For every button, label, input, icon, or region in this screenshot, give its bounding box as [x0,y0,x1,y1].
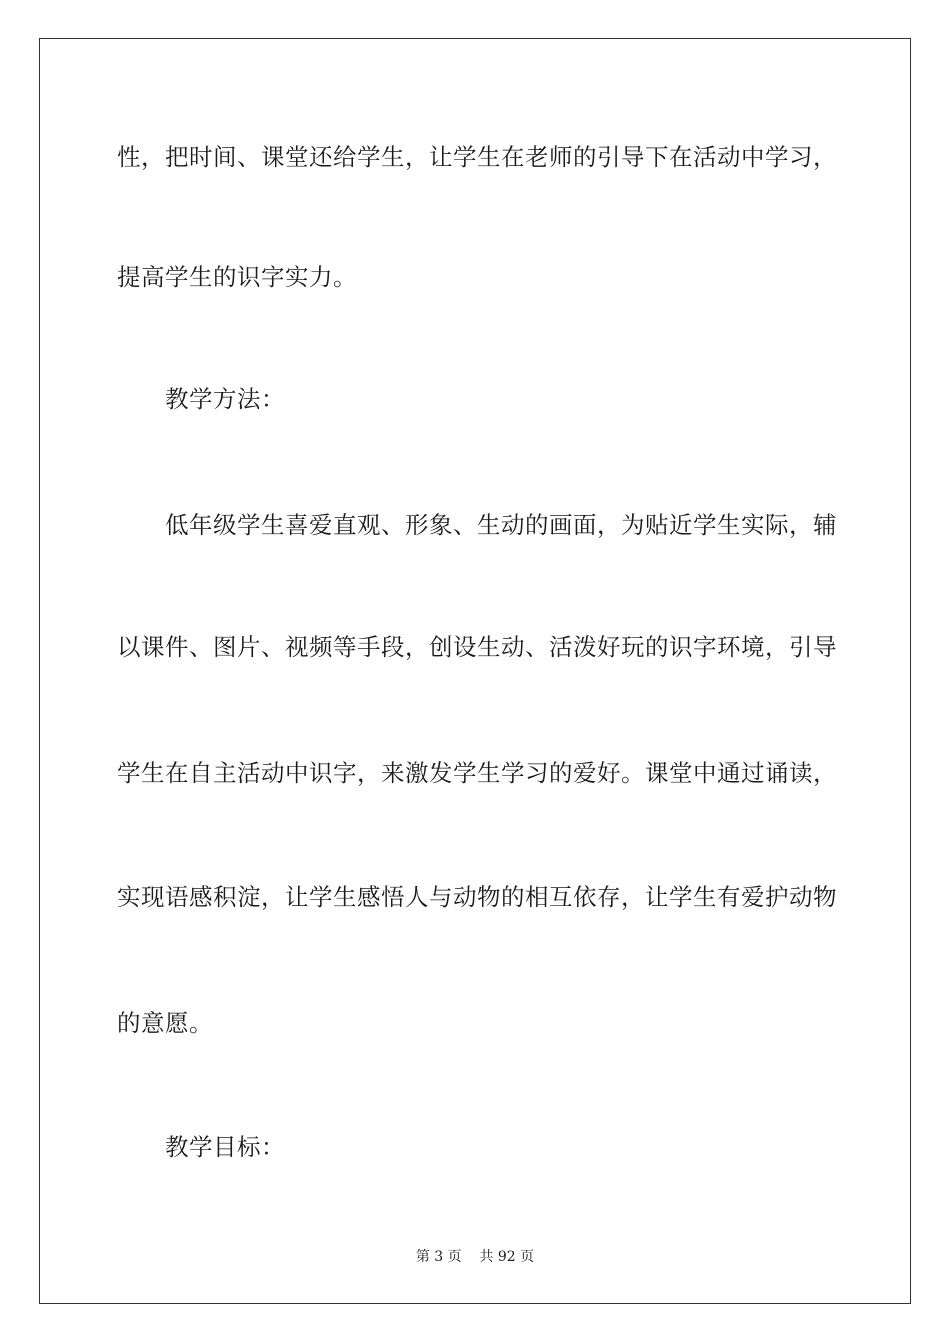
paragraph-line: 以课件、图片、视频等手段，创设生动、活泼好玩的识字环境，引导 [117,633,837,661]
section-heading-goals: 教学目标： [165,1133,285,1161]
page-number-footer: 第 3 页 共 92 页 [415,1249,535,1265]
paragraph-line: 提高学生的识字实力。 [117,263,357,291]
paragraph-line: 的意愿。 [117,1009,213,1037]
section-heading-method: 教学方法： [165,385,285,413]
paragraph-line: 性，把时间、课堂还给学生，让学生在老师的引导下在活动中学习， [117,143,837,171]
paragraph-line: 低年级学生喜爱直观、形象、生动的画面，为贴近学生实际，辅 [165,511,837,539]
paragraph-line: 学生在自主活动中识字，来激发学生学习的爱好。课堂中通过诵读， [117,759,837,787]
page-frame [39,38,911,1304]
paragraph-line: 实现语感积淀，让学生感悟人与动物的相互依存，让学生有爱护动物 [117,883,837,911]
